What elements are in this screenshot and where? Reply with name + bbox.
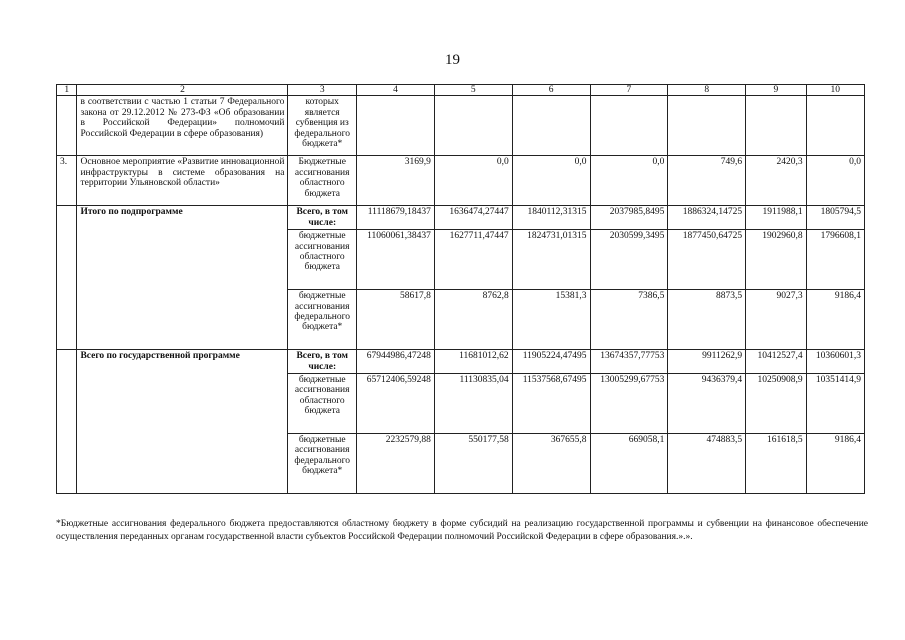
column-number: 3 (288, 85, 357, 96)
cell-value: 1877450,64725 (668, 230, 746, 290)
cell-value: 0,0 (806, 156, 864, 206)
column-number: 6 (512, 85, 590, 96)
cell-value: 1805794,5 (806, 206, 864, 230)
cell-value: 10351414,9 (806, 374, 864, 434)
cell-value: 11905224,47495 (512, 350, 590, 374)
cell-value: 8873,5 (668, 290, 746, 350)
cell-value: 1840112,31315 (512, 206, 590, 230)
cell-value: 7386,5 (590, 290, 668, 350)
column-number: 9 (746, 85, 806, 96)
cell-value (668, 96, 746, 156)
cell-value: 11537568,67495 (512, 374, 590, 434)
cell-value: 11130835,04 (434, 374, 512, 434)
cell-value: 11118679,18437 (357, 206, 435, 230)
footnote: *Бюджетные ассигнования федерального бюджета предоставляются областному бюджету в форме субсидий на реализацию государственной программы и субвенции на финансовое обеспечение осуществления переданных органам государственной власти субъектов Российской Федерации полномочий Российской Федерации в сфере образования.».». (56, 519, 868, 542)
cell-value: 13674357,77753 (590, 350, 668, 374)
cell-value: 749,6 (668, 156, 746, 206)
cell-value: 58617,8 (357, 290, 435, 350)
cell-value: 11681012,62 (434, 350, 512, 374)
row-source: бюджетные ассигнования областного бюджета (288, 374, 357, 434)
cell-value: 0,0 (434, 156, 512, 206)
cell-value: 2030599,3495 (590, 230, 668, 290)
cell-value: 669058,1 (590, 434, 668, 494)
row-number: 3. (57, 156, 77, 206)
cell-value: 2232579,88 (357, 434, 435, 494)
total-title: Всего по государственной программе (77, 350, 288, 494)
budget-table (56, 84, 865, 494)
column-number: 5 (434, 85, 512, 96)
cell-value (357, 96, 435, 156)
row-source: бюджетные ассигнования областного бюджета (288, 230, 357, 290)
cell-value: 9186,4 (806, 434, 864, 494)
cell-value: 10360601,3 (806, 350, 864, 374)
cell-value: 9436379,4 (668, 374, 746, 434)
cell-value: 1824731,01315 (512, 230, 590, 290)
cell-value: 1911988,1 (746, 206, 806, 230)
page-number: 19 (445, 52, 460, 68)
cell-value: 474883,5 (668, 434, 746, 494)
column-number: 4 (357, 85, 435, 96)
row-number (57, 206, 77, 350)
cell-value: 1796608,1 (806, 230, 864, 290)
cell-value (590, 96, 668, 156)
cell-value: 161618,5 (746, 434, 806, 494)
row-source: Всего, в том числе: (288, 350, 357, 374)
row-number (57, 96, 77, 156)
cell-value: 0,0 (590, 156, 668, 206)
cell-value: 10250908,9 (746, 374, 806, 434)
cell-value: 2037985,8495 (590, 206, 668, 230)
total-row (57, 350, 865, 374)
row-source: бюджетные ассигнования федерального бюджета* (288, 290, 357, 350)
cell-value: 1627711,47447 (434, 230, 512, 290)
row-source: Бюджетные ассигнования областного бюджета (288, 156, 357, 206)
cell-value (746, 96, 806, 156)
row-source: которых является субвенция из федерального бюджета* (288, 96, 357, 156)
cell-value: 550177,58 (434, 434, 512, 494)
subtotal-title: Итого по подпрограмме (77, 206, 288, 350)
cell-value: 10412527,4 (746, 350, 806, 374)
cell-value: 11060061,38437 (357, 230, 435, 290)
cell-value: 1886324,14725 (668, 206, 746, 230)
cell-value: 65712406,59248 (357, 374, 435, 434)
cell-value: 9911262,9 (668, 350, 746, 374)
cell-value: 67944986,47248 (357, 350, 435, 374)
column-number: 2 (77, 85, 288, 96)
row-description: Основное мероприятие «Развитие инновационной инфраструктуры в системе образования на территории Ульяновской области» (77, 156, 288, 206)
column-number: 7 (590, 85, 668, 96)
cell-value (434, 96, 512, 156)
cell-value: 15381,3 (512, 290, 590, 350)
cell-value: 367655,8 (512, 434, 590, 494)
row-source: бюджетные ассигнования федерального бюджета* (288, 434, 357, 494)
row-source: Всего, в том числе: (288, 206, 357, 230)
cell-value: 2420,3 (746, 156, 806, 206)
cell-value: 9186,4 (806, 290, 864, 350)
table-row (57, 96, 865, 156)
column-number: 10 (806, 85, 864, 96)
cell-value: 9027,3 (746, 290, 806, 350)
row-number (57, 350, 77, 494)
cell-value: 0,0 (512, 156, 590, 206)
table-row (57, 156, 865, 206)
subtotal-row (57, 206, 865, 230)
cell-value (806, 96, 864, 156)
column-number: 1 (57, 85, 77, 96)
cell-value: 3169,9 (357, 156, 435, 206)
cell-value: 13005299,67753 (590, 374, 668, 434)
cell-value: 8762,8 (434, 290, 512, 350)
cell-value: 1636474,27447 (434, 206, 512, 230)
column-number-row (57, 85, 865, 96)
row-description: в соответствии с частью 1 статьи 7 Федерального закона от 29.12.2012 № 273-ФЗ «Об образовании в Российской Федерации» полномочий Российской Федерации в сфере образования) (77, 96, 288, 156)
cell-value (512, 96, 590, 156)
cell-value: 1902960,8 (746, 230, 806, 290)
column-number: 8 (668, 85, 746, 96)
